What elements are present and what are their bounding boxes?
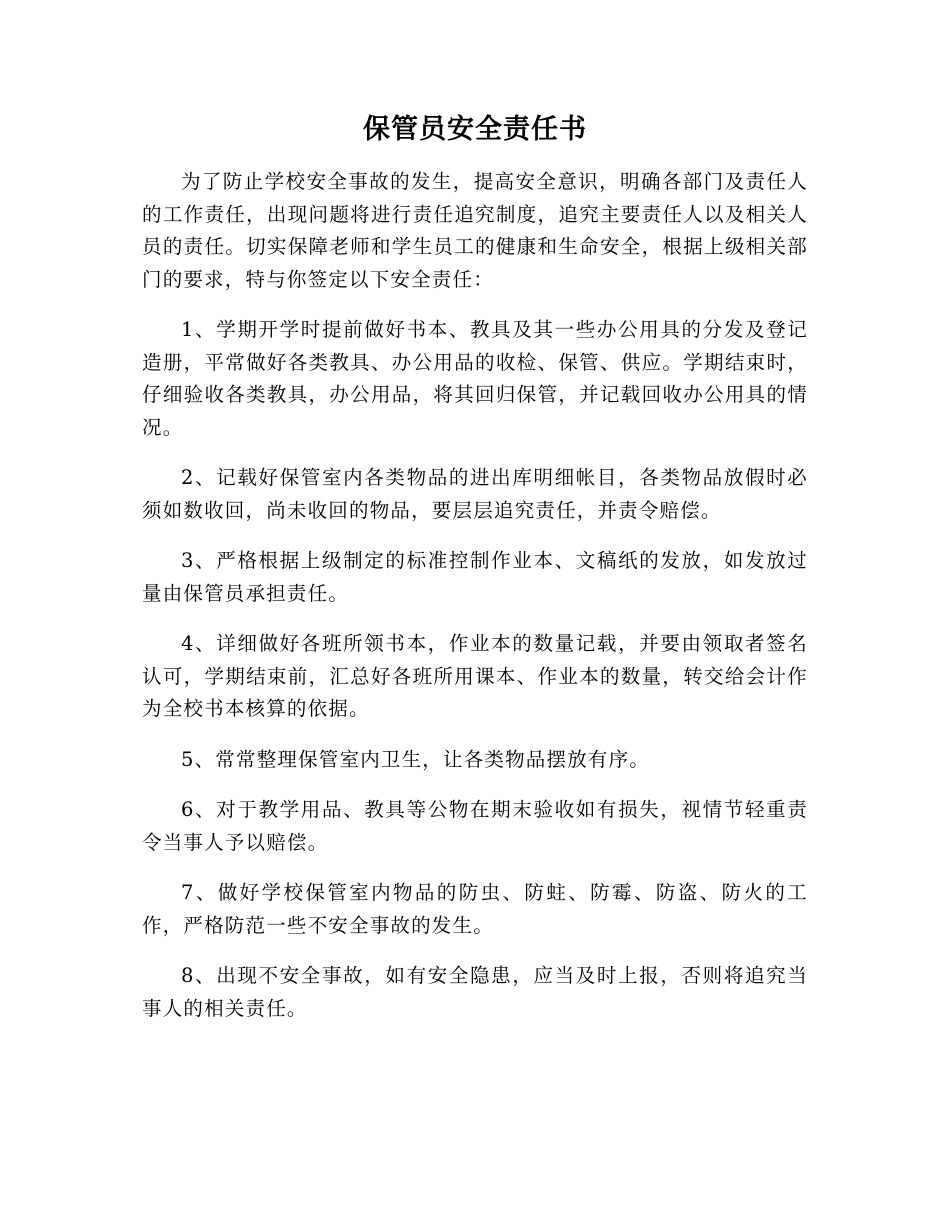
paragraph-item-8: 8、出现不安全事故，如有安全隐患，应当及时上报，否则将追究当事人的相关责任。 bbox=[142, 964, 808, 1020]
paragraph-item-1: 1、学期开学时提前做好书本、教具及其一些办公用具的分发及登记造册，平常做好各类教具、办公用品的收检、保管、供应。学期结束时，仔细验收各类教具，办公用品，将其回归保管，并记载回收办公用具的情况。 bbox=[142, 318, 808, 439]
paragraph-intro: 为了防止学校安全事故的发生，提高安全意识，明确各部门及责任人的工作责任，出现问题将进行责任追究制度，追究主要责任人以及相关人员的责任。切实保障老师和学生员工的健康和生命安全，根据上级相关部门的要求，特与你签定以下安全责任： bbox=[142, 170, 808, 291]
paragraph-item-5: 5、常常整理保管室内卫生，让各类物品摆放有序。 bbox=[181, 747, 651, 771]
paragraph-item-3: 3、严格根据上级制定的标准控制作业本、文稿纸的发放，如发放过量由保管员承担责任。 bbox=[142, 549, 808, 605]
paragraph-item-6: 6、对于教学用品、教具等公物在期末验收如有损失，视情节轻重责令当事人予以赔偿。 bbox=[142, 798, 808, 854]
document-title: 保管员安全责任书 bbox=[363, 114, 587, 145]
paragraph-item-2: 2、记载好保管室内各类物品的进出库明细帐目，各类物品放假时必须如数收回，尚未收回的物品，要层层追究责任，并责令赔偿。 bbox=[142, 466, 808, 522]
paragraph-item-4: 4、详细做好各班所领书本，作业本的数量记载，并要由领取者签名认可，学期结束前，汇总好各班所用课本、作业本的数量，转交给会计作为全校书本核算的依据。 bbox=[142, 632, 808, 720]
document-body bbox=[142, 166, 808, 1043]
paragraph-item-7: 7、做好学校保管室内物品的防虫、防蛀、防霉、防盗、防火的工作，严格防范一些不安全事故的发生。 bbox=[142, 881, 808, 937]
